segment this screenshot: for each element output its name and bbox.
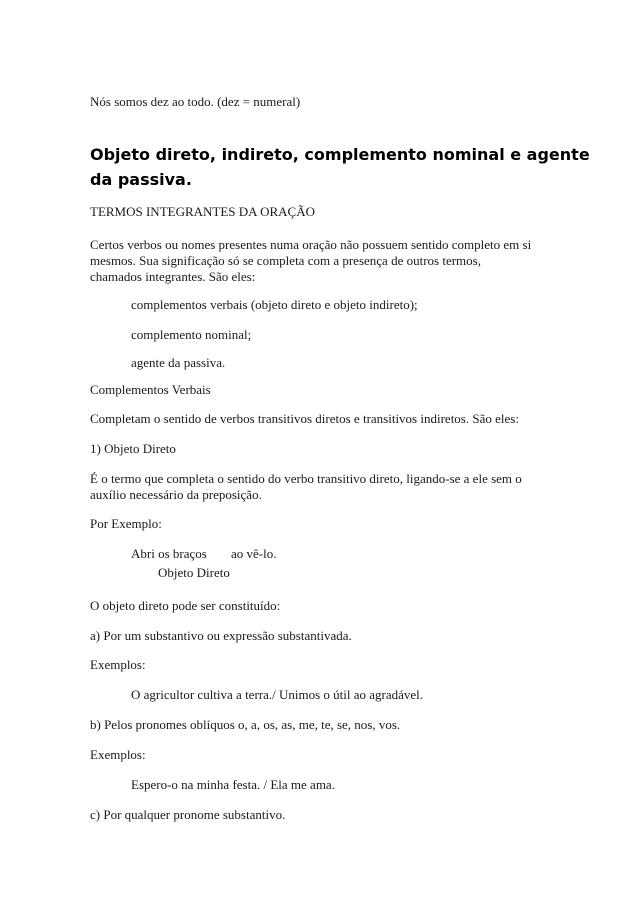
example-b: Espero-o na minha festa. / Ela me ama.: [131, 777, 335, 792]
list-item: complementos verbais (objeto direto e objeto indireto);: [131, 297, 418, 312]
document-title-line-1: Objeto direto, indireto, complemento nominal e agente: [90, 145, 590, 164]
example-sentence-part-1: Abri os braços: [131, 546, 207, 561]
paragraph-completam: Completam o sentido de verbos transitivos diretos e transitivos indiretos. São eles:: [90, 411, 519, 426]
paragraph-line: mesmos. Sua significação só se completa com a presença de outros termos,: [90, 253, 481, 268]
paragraph-line: É o termo que completa o sentido do verbo transitivo direto, ligando-se a ele sem o: [90, 471, 522, 486]
paragraph-line: auxílio necessário da preposição.: [90, 487, 262, 502]
list-item: complemento nominal;: [131, 327, 252, 342]
exemplos-label: Exemplos:: [90, 747, 146, 762]
example-a: O agricultor cultiva a terra./ Unimos o útil ao agradável.: [131, 687, 424, 702]
item-b: b) Pelos pronomes oblíquos o, a, os, as, me, te, se, nos, vos.: [90, 717, 401, 732]
item-c: c) Por qualquer pronome substantivo.: [90, 807, 286, 822]
list-item: agente da passiva.: [131, 355, 226, 370]
example-grammar-label: Objeto Direto: [158, 565, 230, 580]
intro-example-text: Nós somos dez ao todo. (dez = numeral): [90, 94, 301, 109]
paragraph-line: chamados integrantes. São eles:: [90, 269, 256, 284]
paragraph-line: Certos verbos ou nomes presentes numa oração não possuem sentido completo em si: [90, 237, 532, 252]
exemplos-label: Exemplos:: [90, 657, 146, 672]
constituido-text: O objeto direto pode ser constituído:: [90, 598, 281, 613]
document-title-line-2: da passiva.: [90, 170, 192, 189]
por-exemplo-label: Por Exemplo:: [90, 516, 162, 531]
objeto-direto-heading: 1) Objeto Direto: [90, 441, 176, 456]
example-sentence-part-2: ao vê-lo.: [231, 546, 277, 561]
subheading-complementos: Complementos Verbais: [90, 382, 211, 397]
item-a: a) Por um substantivo ou expressão substantivada.: [90, 628, 352, 643]
section-heading: TERMOS INTEGRANTES DA ORAÇÃO: [90, 204, 315, 219]
